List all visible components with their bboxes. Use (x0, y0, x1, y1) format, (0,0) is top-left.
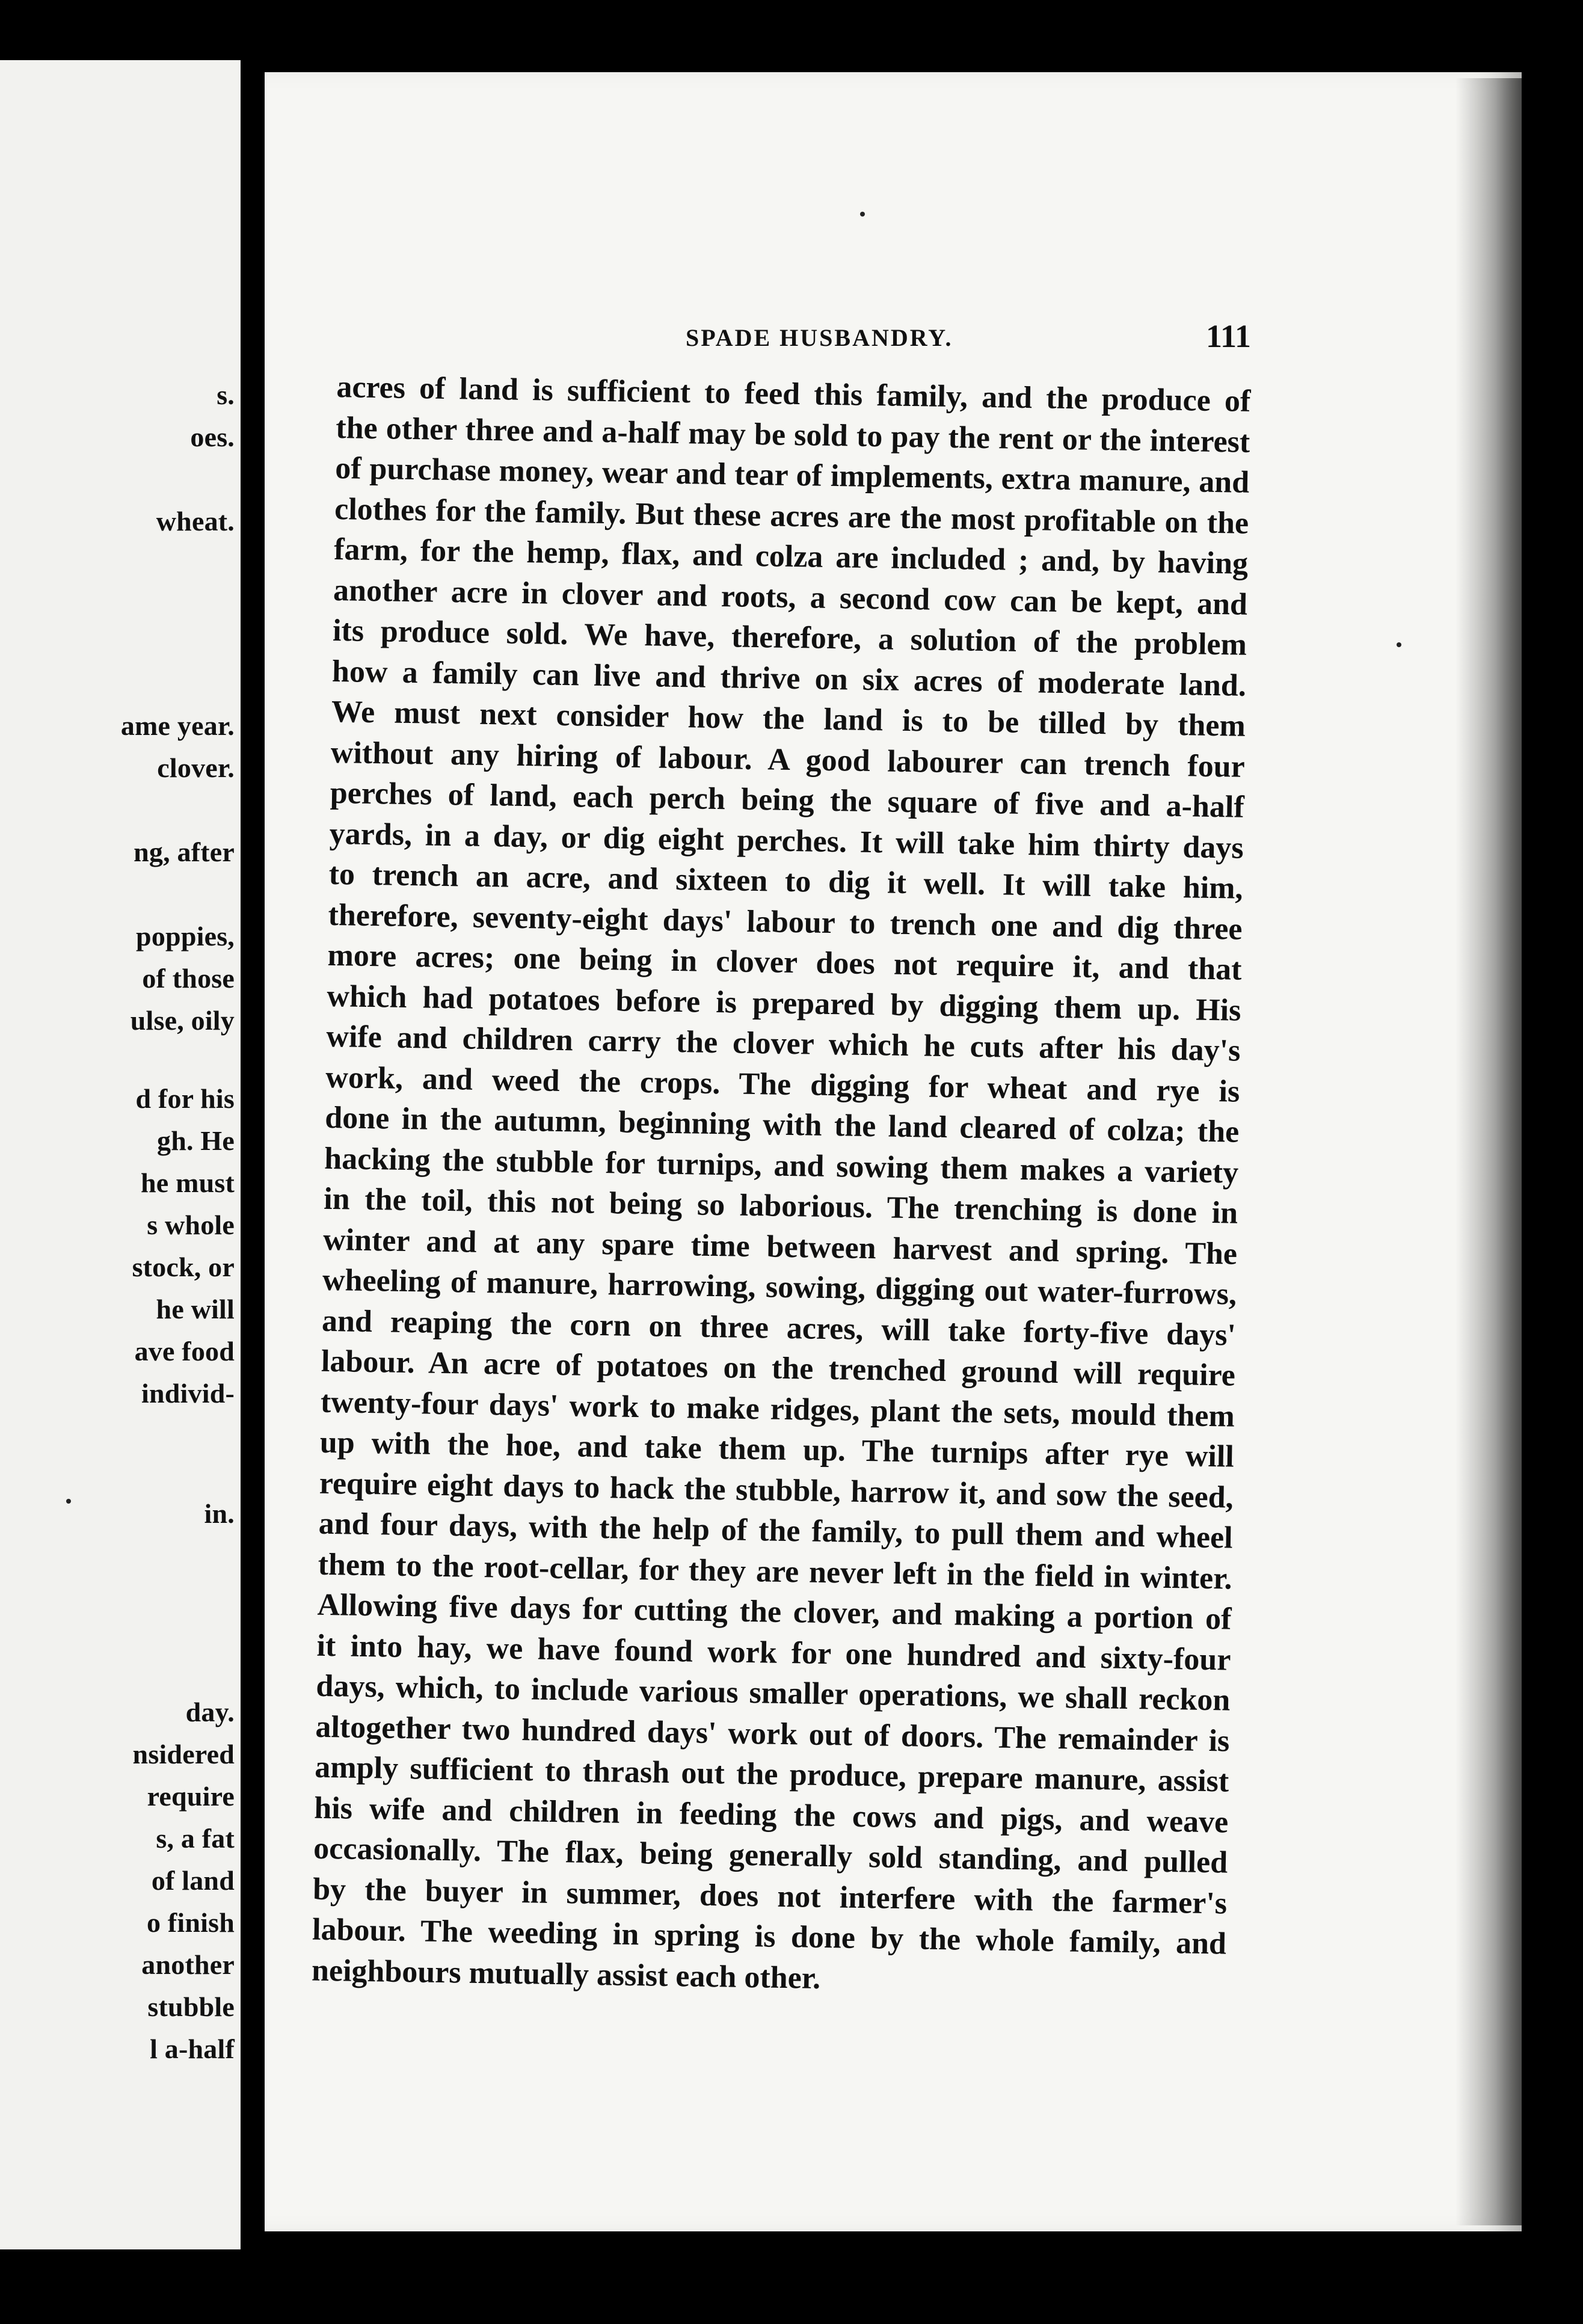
left-page-fragment: s whole (147, 1210, 235, 1240)
text-line: wheeling of manure, harrowing, sowing, digging out water-furrows, (322, 1262, 1237, 1312)
left-page-fragment: he must (140, 1167, 235, 1198)
page-edge-shadow (1455, 78, 1522, 2225)
ink-speck (1397, 642, 1401, 647)
left-page (0, 60, 241, 2249)
left-page-fragment: he will (156, 1294, 235, 1324)
text-line: its produce sold. We have, therefore, a solution of the problem (332, 613, 1247, 662)
text-line: the other three and a-half may be sold to pay the rent or the interest (335, 410, 1250, 460)
text-line: them to the root-cellar, for they are never left in the field in winter. (318, 1547, 1232, 1596)
left-page-fragment: in. (204, 1498, 235, 1529)
text-line: labour. The weeding in spring is done by the whole family, and (312, 1912, 1227, 1961)
text-line: how a family can live and thrive on six acres of moderate land. (331, 654, 1247, 703)
text-line: Allowing five days for cutting the clover, and making a portion of (317, 1587, 1232, 1637)
text-line: We must next consider how the land is to be tilled by them (331, 694, 1246, 743)
text-line: require eight days to hack the stubble, harrow it, and sow the seed, (319, 1466, 1234, 1515)
text-line: and four days, with the help of the family, to pull them and wheel (318, 1506, 1234, 1555)
left-page-fragment: ave food (134, 1336, 235, 1366)
text-line: acres of land is sufficient to feed this family, and the produce of (336, 369, 1251, 419)
text-line: it into hay, we have found work for one hundred and sixty-four (316, 1628, 1231, 1677)
left-page-fragment: of land (151, 1865, 235, 1896)
running-head: SPADE HUSBANDRY. (686, 324, 953, 351)
text-line: another acre in clover and roots, a second cow can be kept, and (333, 573, 1248, 622)
left-page-fragment: ulse, oily (130, 1005, 235, 1036)
left-page-fragment: s, a fat (156, 1823, 235, 1854)
text-line: in the toil, this not being so laborious. The trenching is done in (323, 1181, 1238, 1231)
text-line: and reaping the corn on three acres, will take forty-five days' (321, 1303, 1237, 1353)
left-page-fragment: require (147, 1781, 235, 1812)
book-gutter (241, 54, 265, 2267)
text-line: clothes for the family. But these acres are the most profitable on the (334, 491, 1249, 541)
text-line: amply sufficient to thrash out the produce, prepare manure, assist (314, 1750, 1229, 1799)
left-page-fragment: day. (185, 1697, 235, 1727)
page-header (349, 312, 1251, 360)
left-page-fragment: of those (142, 963, 235, 994)
left-page-fragment: poppies, (136, 921, 235, 951)
text-line: occasionally. The flax, being generally sold standing, and pulled (313, 1831, 1228, 1880)
left-page-fragment: s. (217, 380, 235, 410)
left-page-fragment: stock, or (132, 1252, 235, 1282)
page-number: 111 (1205, 318, 1251, 354)
text-line: days, which, to include various smaller operations, we shall reckon (316, 1668, 1231, 1718)
left-page-fragment: wheat. (156, 506, 235, 536)
text-line: to trench an acre, and sixteen to dig it well. It will take him, (328, 856, 1244, 906)
text-line: by the buyer in summer, does not interfere with the farmer's (312, 1872, 1228, 1921)
text-line: therefore, seventy-eight days' labour to trench one and dig three (328, 897, 1243, 947)
left-page-fragment: clover. (157, 752, 235, 783)
left-page-fragment: individ- (141, 1378, 235, 1409)
text-line: perches of land, each perch being the square of five and a-half (330, 775, 1245, 825)
text-line: labour. An acre of potatoes on the trenched ground will require (321, 1344, 1236, 1393)
left-page-fragment: another (141, 1949, 235, 1980)
left-page-fragment: oes. (190, 422, 235, 452)
left-page-fragment: ng, after (134, 837, 235, 867)
text-line: which had potatoes before is prepared by digging them up. His (327, 979, 1241, 1028)
text-line: without any hiring of labour. A good labourer can trench four (330, 735, 1246, 784)
text-line: up with the hoe, and take them up. The turnips after rye will (319, 1425, 1235, 1474)
ink-speck (66, 1499, 71, 1504)
text-line: neighbours mutually assist each other. (311, 1953, 821, 1996)
left-page-fragment: l a-half (150, 2034, 235, 2064)
left-page-fragment: d for his (135, 1083, 235, 1114)
text-line: done in the autumn, beginning with the land cleared of colza; the (324, 1100, 1240, 1149)
text-line: more acres; one being in clover does not require it, and that (327, 938, 1242, 987)
left-page-fragment: nsidered (132, 1739, 235, 1769)
text-line: of purchase money, wear and tear of implements, extra manure, and (334, 450, 1250, 500)
ink-speck (860, 212, 865, 217)
text-line: hacking the stubble for turnips, and sowing them makes a variety (324, 1141, 1239, 1190)
text-line: altogether two hundred days' work out of doors. The remainder is (315, 1709, 1230, 1759)
text-line: twenty-four days' work to make ridges, plant the sets, mould them (320, 1385, 1235, 1434)
text-line: his wife and children in feeding the cows and pigs, and weave (313, 1791, 1229, 1840)
left-page-fragment: o finish (146, 1907, 235, 1938)
text-line: yards, in a day, or dig eight perches. It will take him thirty days (329, 816, 1244, 865)
body-text (312, 367, 1251, 2005)
left-page-fragment: stubble (147, 1991, 235, 2022)
text-line: farm, for the hemp, flax, and colza are included ; and, by having (333, 532, 1249, 581)
left-page-fragment: ame year. (120, 710, 235, 741)
left-page-fragment: gh. He (157, 1125, 235, 1156)
text-line: wife and children carry the clover which he cuts after his day's (326, 1019, 1241, 1068)
text-line: winter and at any spare time between harvest and spring. The (322, 1222, 1238, 1271)
text-line: work, and weed the crops. The digging for wheat and rye is (325, 1060, 1240, 1109)
